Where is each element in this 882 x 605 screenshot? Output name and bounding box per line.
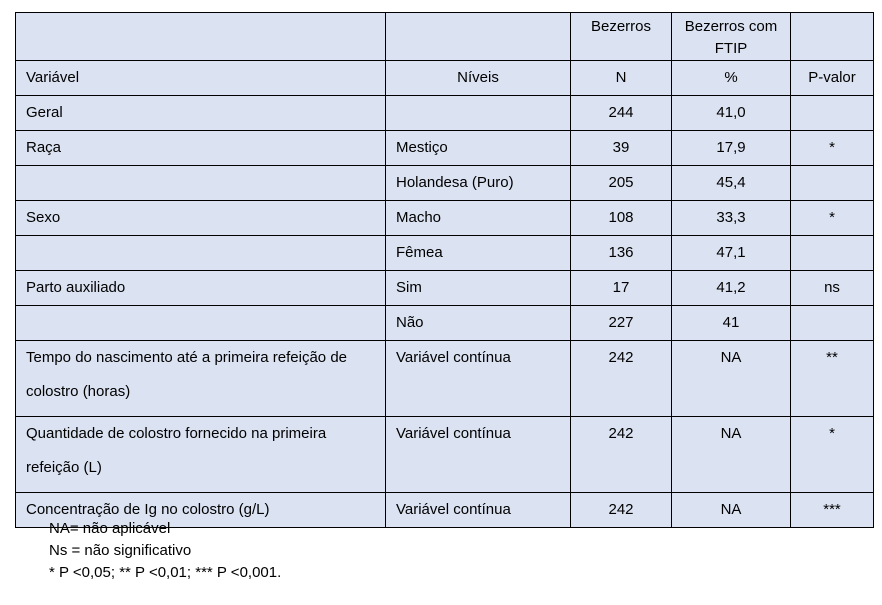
cell-percent: 33,3 <box>672 201 791 236</box>
cell-p-valor <box>791 306 874 341</box>
cell-variavel: Parto auxiliado <box>16 271 386 306</box>
cell-n: 205 <box>571 166 672 201</box>
cell-percent: 45,4 <box>672 166 791 201</box>
cell-percent: 47,1 <box>672 236 791 271</box>
cell-variavel: Tempo do nascimento até a primeira refeição de colostro (horas) <box>16 341 386 417</box>
cell-variavel <box>16 166 386 201</box>
cell-p-valor: ** <box>791 341 874 417</box>
cell-p-valor <box>791 166 874 201</box>
cell-n: 108 <box>571 201 672 236</box>
cell-variavel: Concentração de Ig no colostro (g/L) <box>16 493 386 528</box>
table-row <box>16 166 874 201</box>
table-row <box>16 271 874 306</box>
table-row <box>16 201 874 236</box>
header-top-cell <box>791 13 874 61</box>
cell-n: 227 <box>571 306 672 341</box>
table-row <box>16 236 874 271</box>
header-n: N <box>571 61 672 96</box>
cell-p-valor <box>791 96 874 131</box>
cell-nivel: Variável contínua <box>386 417 571 493</box>
cell-variavel: Sexo <box>16 201 386 236</box>
header-niveis: Níveis <box>386 61 571 96</box>
header-percent: % <box>672 61 791 96</box>
header-top-cell <box>386 13 571 61</box>
header-top-cell <box>16 13 386 61</box>
header-bezerros-ftip: Bezerros com FTIP <box>672 13 791 61</box>
header-bezerros: Bezerros <box>571 13 672 61</box>
cell-n: 17 <box>571 271 672 306</box>
cell-variavel <box>16 236 386 271</box>
cell-percent: NA <box>672 341 791 417</box>
table-footnotes <box>49 518 281 584</box>
cell-percent: 41 <box>672 306 791 341</box>
table-row <box>16 306 874 341</box>
table-row <box>16 96 874 131</box>
cell-variavel: Geral <box>16 96 386 131</box>
footnote-ns: Ns = não significativo <box>49 542 192 559</box>
header-p-valor: P-valor <box>791 61 874 96</box>
footnote-significance: * P <0,05; ** P <0,01; *** P <0,001. <box>49 564 282 581</box>
cell-p-valor <box>791 236 874 271</box>
cell-nivel: Mestiço <box>386 131 571 166</box>
cell-n: 242 <box>571 417 672 493</box>
cell-percent: NA <box>672 493 791 528</box>
cell-nivel: Variável contínua <box>386 341 571 417</box>
cell-n: 136 <box>571 236 672 271</box>
cell-n: 39 <box>571 131 672 166</box>
header-row-sub <box>16 61 874 96</box>
cell-n: 244 <box>571 96 672 131</box>
table-row <box>16 417 874 493</box>
cell-p-valor: *** <box>791 493 874 528</box>
cell-p-valor: * <box>791 201 874 236</box>
cell-n: 242 <box>571 341 672 417</box>
table-row <box>16 341 874 417</box>
cell-p-valor: * <box>791 417 874 493</box>
cell-percent: NA <box>672 417 791 493</box>
cell-nivel: Sim <box>386 271 571 306</box>
cell-nivel: Fêmea <box>386 236 571 271</box>
cell-p-valor: * <box>791 131 874 166</box>
cell-variavel: Raça <box>16 131 386 166</box>
cell-percent: 17,9 <box>672 131 791 166</box>
cell-nivel: Holandesa (Puro) <box>386 166 571 201</box>
cell-nivel: Macho <box>386 201 571 236</box>
cell-nivel: Variável contínua <box>386 493 571 528</box>
cell-n: 242 <box>571 493 672 528</box>
cell-nivel <box>386 96 571 131</box>
cell-variavel: Quantidade de colostro fornecido na primeira refeição (L) <box>16 417 386 493</box>
cell-percent: 41,0 <box>672 96 791 131</box>
cell-nivel: Não <box>386 306 571 341</box>
results-table <box>15 12 874 528</box>
header-variavel: Variável <box>16 61 386 96</box>
footnote-na: NA= não aplicável <box>49 520 171 537</box>
table-row <box>16 131 874 166</box>
cell-variavel <box>16 306 386 341</box>
cell-percent: 41,2 <box>672 271 791 306</box>
cell-p-valor: ns <box>791 271 874 306</box>
header-row-top <box>16 13 874 61</box>
